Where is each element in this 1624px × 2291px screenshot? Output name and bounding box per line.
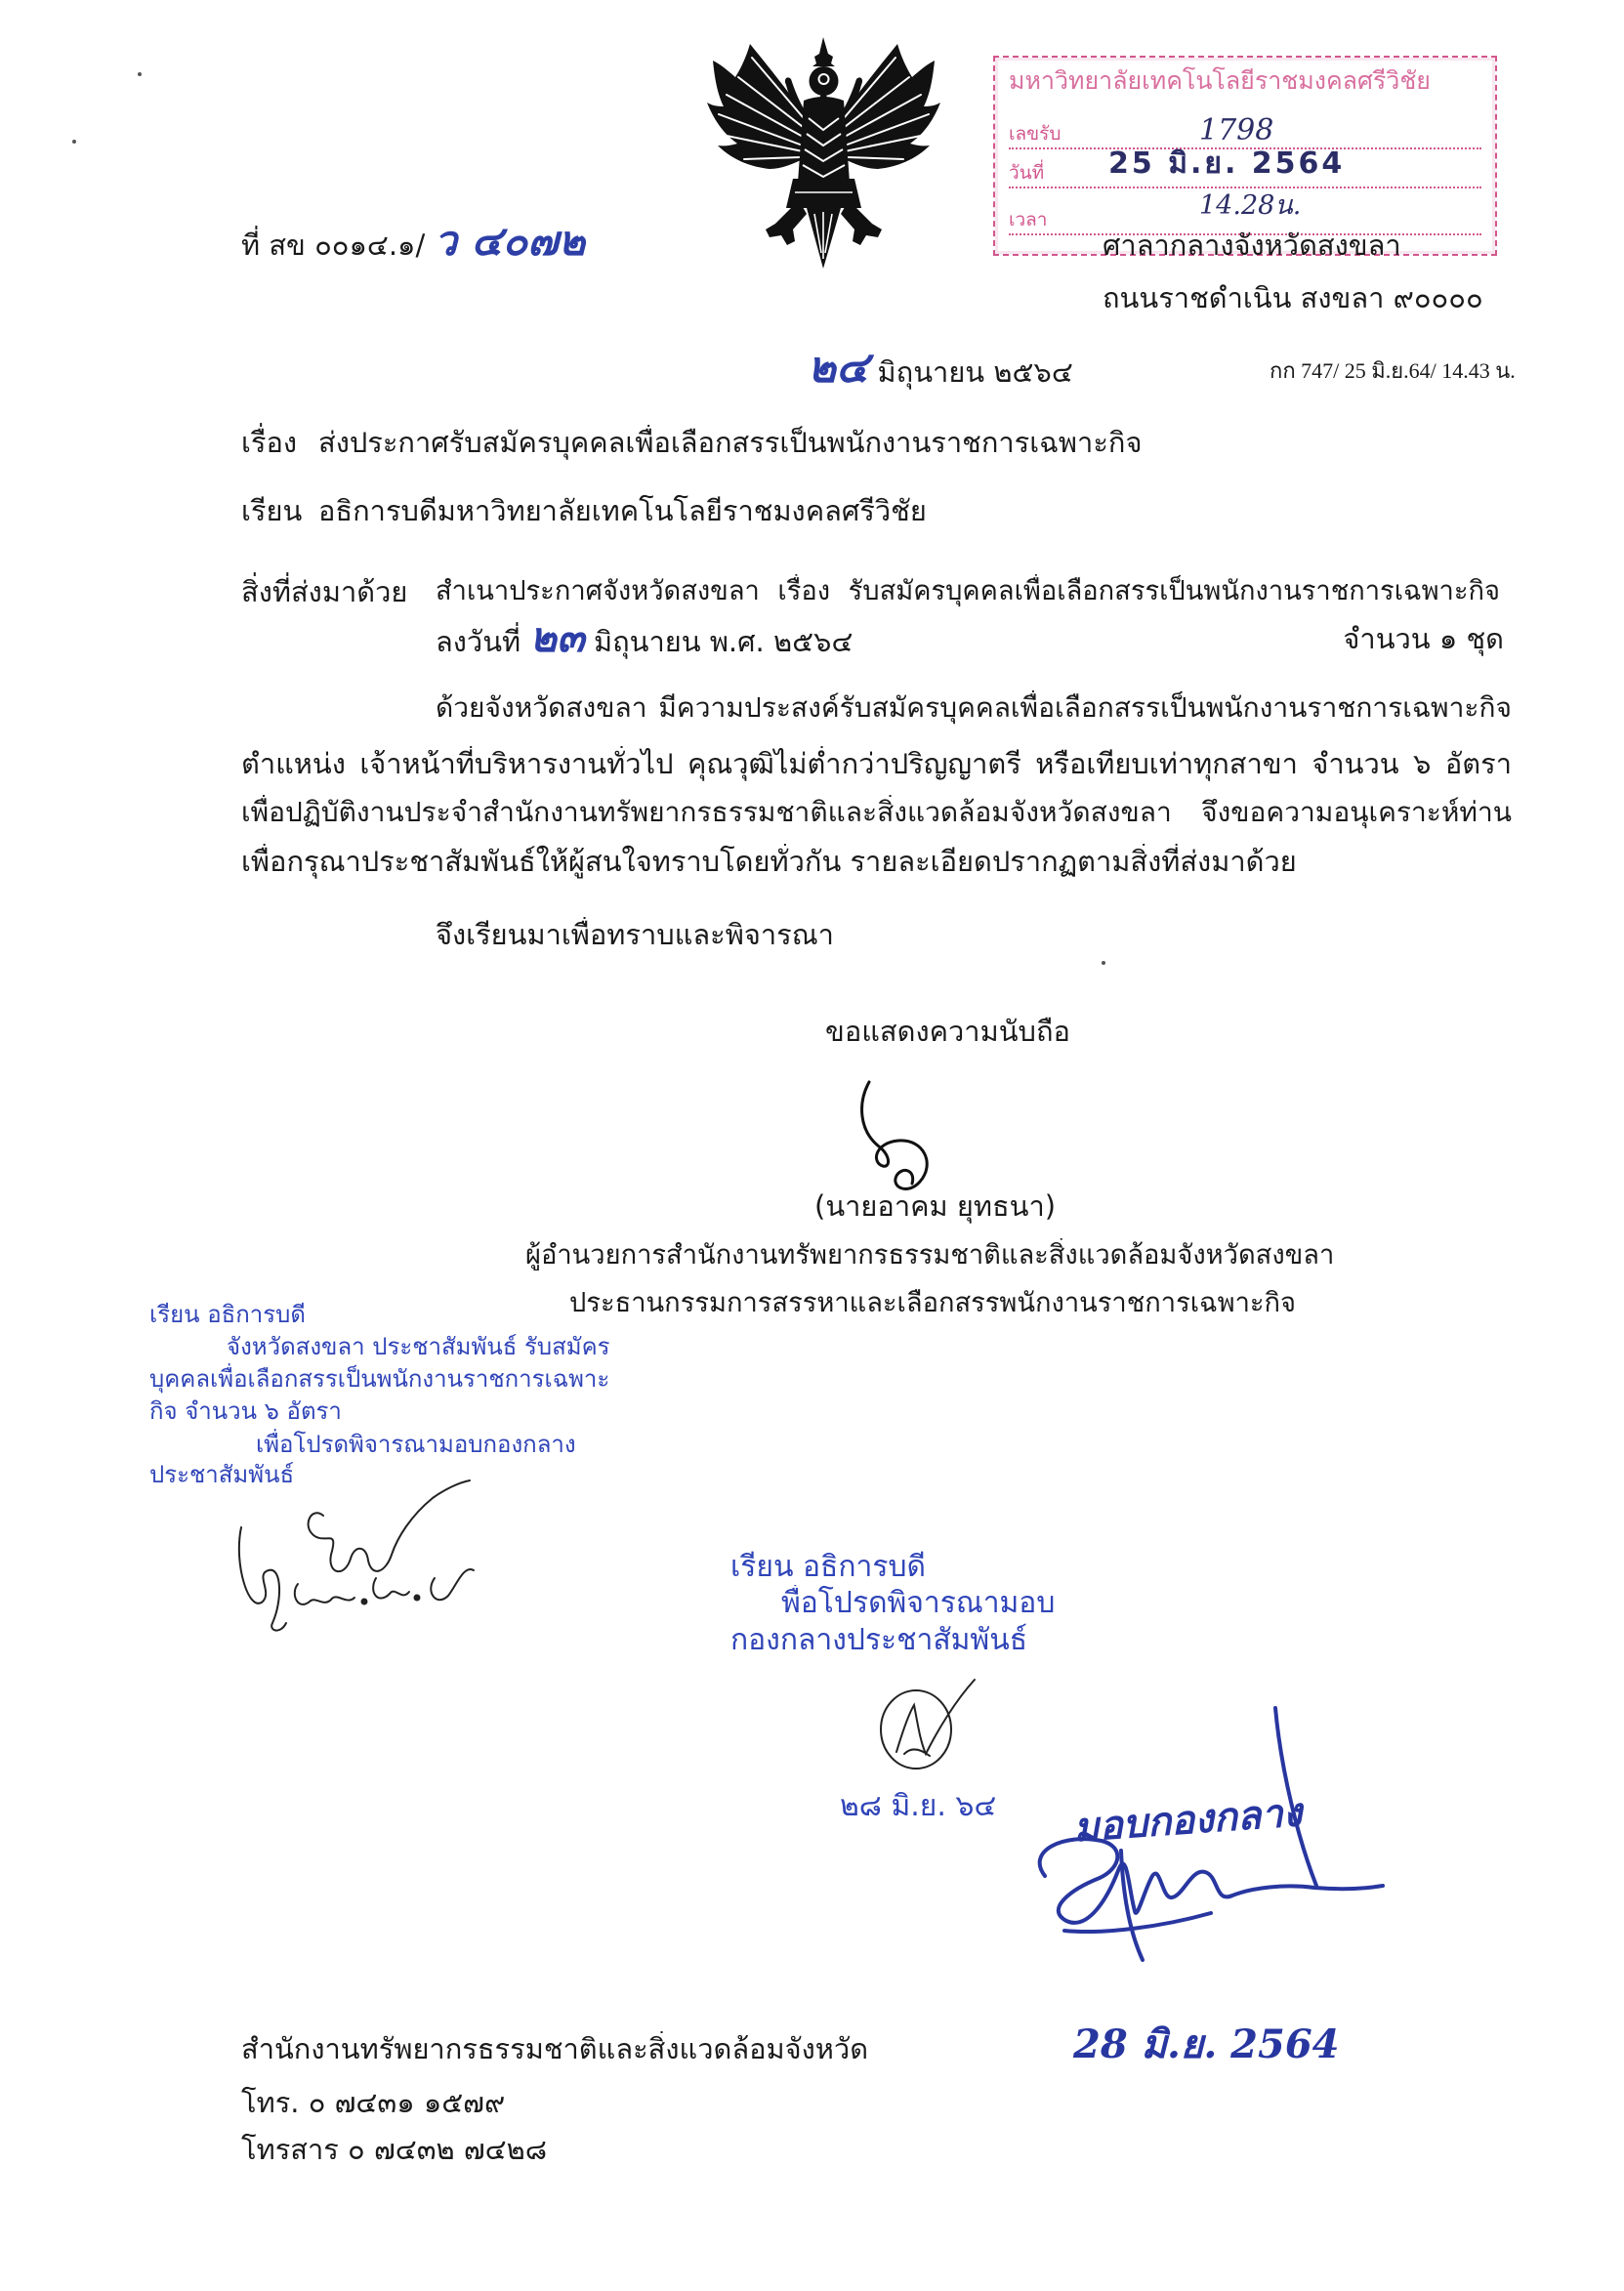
left-note-line-5: เพื่อโปรดพิจารณามอบกองกลาง <box>256 1431 576 1458</box>
handwritten-date: 28 มิ.ย. 2564 <box>1073 2021 1340 2067</box>
enclosure-label: สิ่งที่ส่งมาด้วย <box>241 575 408 608</box>
right-note-line-3: กองกลางประชาสัมพันธ์ <box>730 1623 1028 1657</box>
sender-address-line-2: ถนนราชดำเนิน สงขลา ๙๐๐๐๐ <box>1103 281 1483 314</box>
stamp-date-value: 25 มิ.ย. 2564 <box>1108 146 1346 181</box>
scan-speck <box>72 140 76 144</box>
salutation: ขอแสดงความนับถือ <box>825 1015 1070 1048</box>
subject-text: ส่งประกาศรับสมัครบุคคลเพื่อเลือกสรรเป็นพนักงานราชการเฉพาะกิจ <box>318 426 1143 459</box>
enclosure-count: จำนวน ๑ ชุด <box>1343 622 1504 655</box>
stamp-date-label: วันที่ <box>1009 162 1045 184</box>
registry-note: กก 747/ 25 มิ.ย.64/ 14.43 น. <box>1270 358 1516 383</box>
closing-request: จึงเรียนมาเพื่อทราบและพิจารณา <box>436 918 834 951</box>
scan-speck <box>1102 961 1105 965</box>
date-month-year: มิถุนายน ๒๕๖๔ <box>877 355 1073 389</box>
subject-label: เรื่อง <box>241 426 298 459</box>
to-label: เรียน <box>241 494 303 527</box>
left-note-line-1: เรียน อธิการบดี <box>149 1301 306 1328</box>
stamp-time-value: 14.28น. <box>1199 190 1302 221</box>
stamp-receipt-number: 1798 <box>1199 113 1274 147</box>
left-note-line-4: กิจ จำนวน ๖ อัตรา <box>149 1397 342 1425</box>
body-line-3: เพื่อปฏิบัติงานประจำสำนักงานทรัพยากรธรรมชาติและสิ่งแวดล้อมจังหวัดสงขลา จึงขอความอนุเคราะห์ท่าน <box>241 796 1512 828</box>
director-signature <box>848 1074 965 1201</box>
enclosure-date-prefix: ลงวันที่ <box>436 625 521 658</box>
left-note-signature <box>229 1477 483 1643</box>
sender-address-line-1: ศาลากลางจังหวัดสงขลา <box>1103 229 1401 262</box>
right-handwritten-signature <box>1006 1704 1396 2007</box>
handwritten-instruction: มอบกองกลาง <box>1071 1789 1304 1852</box>
scan-speck <box>138 72 142 76</box>
enclosure-date-rest: มิถุนายน พ.ศ. ๒๕๖๔ <box>594 625 854 658</box>
to-recipient: อธิการบดีมหาวิทยาลัยเทคโนโลยีราชมงคลศรีวิชัย <box>318 494 927 527</box>
stamp-organization: มหาวิทยาลัยเทคโนโลยีราชมงคลศรีวิชัย <box>1009 66 1431 95</box>
center-initial-signature <box>869 1676 979 1777</box>
reference-prefix: ที่ สข ๐๐๑๔.๑/ <box>241 229 426 262</box>
body-line-4: เพื่อกรุณาประชาสัมพันธ์ให้ผู้สนใจทราบโดยทั่วกัน รายละเอียดปรากฏตามสิ่งที่ส่งมาด้วย <box>241 845 1297 878</box>
enclosure-description: สำเนาประกาศจังหวัดสงขลา เรื่อง รับสมัครบุคคลเพื่อเลือกสรรเป็นพนักงานราชการเฉพาะกิจ <box>436 576 1500 606</box>
footer-phone: โทร. ๐ ๗๔๓๑ ๑๕๗๙ <box>241 2086 506 2119</box>
footer-office: สำนักงานทรัพยากรธรรมชาติและสิ่งแวดล้อมจังหวัด <box>241 2032 869 2065</box>
right-note-date: ๒๘ มิ.ย. ๖๔ <box>840 1789 997 1823</box>
left-note-line-2: จังหวัดสงขลา ประชาสัมพันธ์ รับสมัคร <box>227 1333 610 1360</box>
document-date <box>808 344 1140 396</box>
enclosure-date-day-handwritten: ๒๓ <box>529 613 585 661</box>
left-note-line-6: ประชาสัมพันธ์ <box>149 1461 295 1488</box>
body-line-1: ด้วยจังหวัดสงขลา มีความประสงค์รับสมัครบุคคลเพื่อเลือกสรรเป็นพนักงานราชการเฉพาะกิจ <box>436 691 1512 724</box>
stamp-receipt-label: เลขรับ <box>1009 123 1062 145</box>
date-day-handwritten: ๒๔ <box>808 344 869 393</box>
footer-fax: โทรสาร ๐ ๗๔๓๒ ๗๔๒๘ <box>241 2133 548 2166</box>
stamp-time-label: เวลา <box>1009 209 1048 230</box>
signer-name: (นายอาคม ยุทธนา) <box>814 1189 1057 1223</box>
reference-number-handwritten: ว ๔๐๗๒ <box>434 217 586 265</box>
body-line-2: ตำแหน่ง เจ้าหน้าที่บริหารงานทั่วไป คุณวุฒิไม่ต่ำกว่าปริญญาตรี หรือเทียบเท่าทุกสาขา จำนวน ๖ อัตรา <box>241 747 1512 780</box>
right-note-line-1: เรียน อธิการบดี <box>730 1550 926 1584</box>
right-note-line-2: พื่อโปรดพิจารณามอบ <box>781 1586 1056 1620</box>
signer-title-1: ผู้อำนวยการสำนักงานทรัพยากรธรรมชาติและสิ่งแวดล้อมจังหวัดสงขลา <box>525 1240 1335 1270</box>
signer-title-2: ประธานกรรมการสรรหาและเลือกสรรพนักงานราชการเฉพาะกิจ <box>569 1288 1297 1318</box>
left-note-line-3: บุคคลเพื่อเลือกสรรเป็นพนักงานราชการเฉพาะ <box>149 1365 610 1393</box>
enclosure-date <box>436 613 1119 666</box>
reference-line <box>241 217 749 270</box>
receipt-stamp <box>993 56 1497 256</box>
